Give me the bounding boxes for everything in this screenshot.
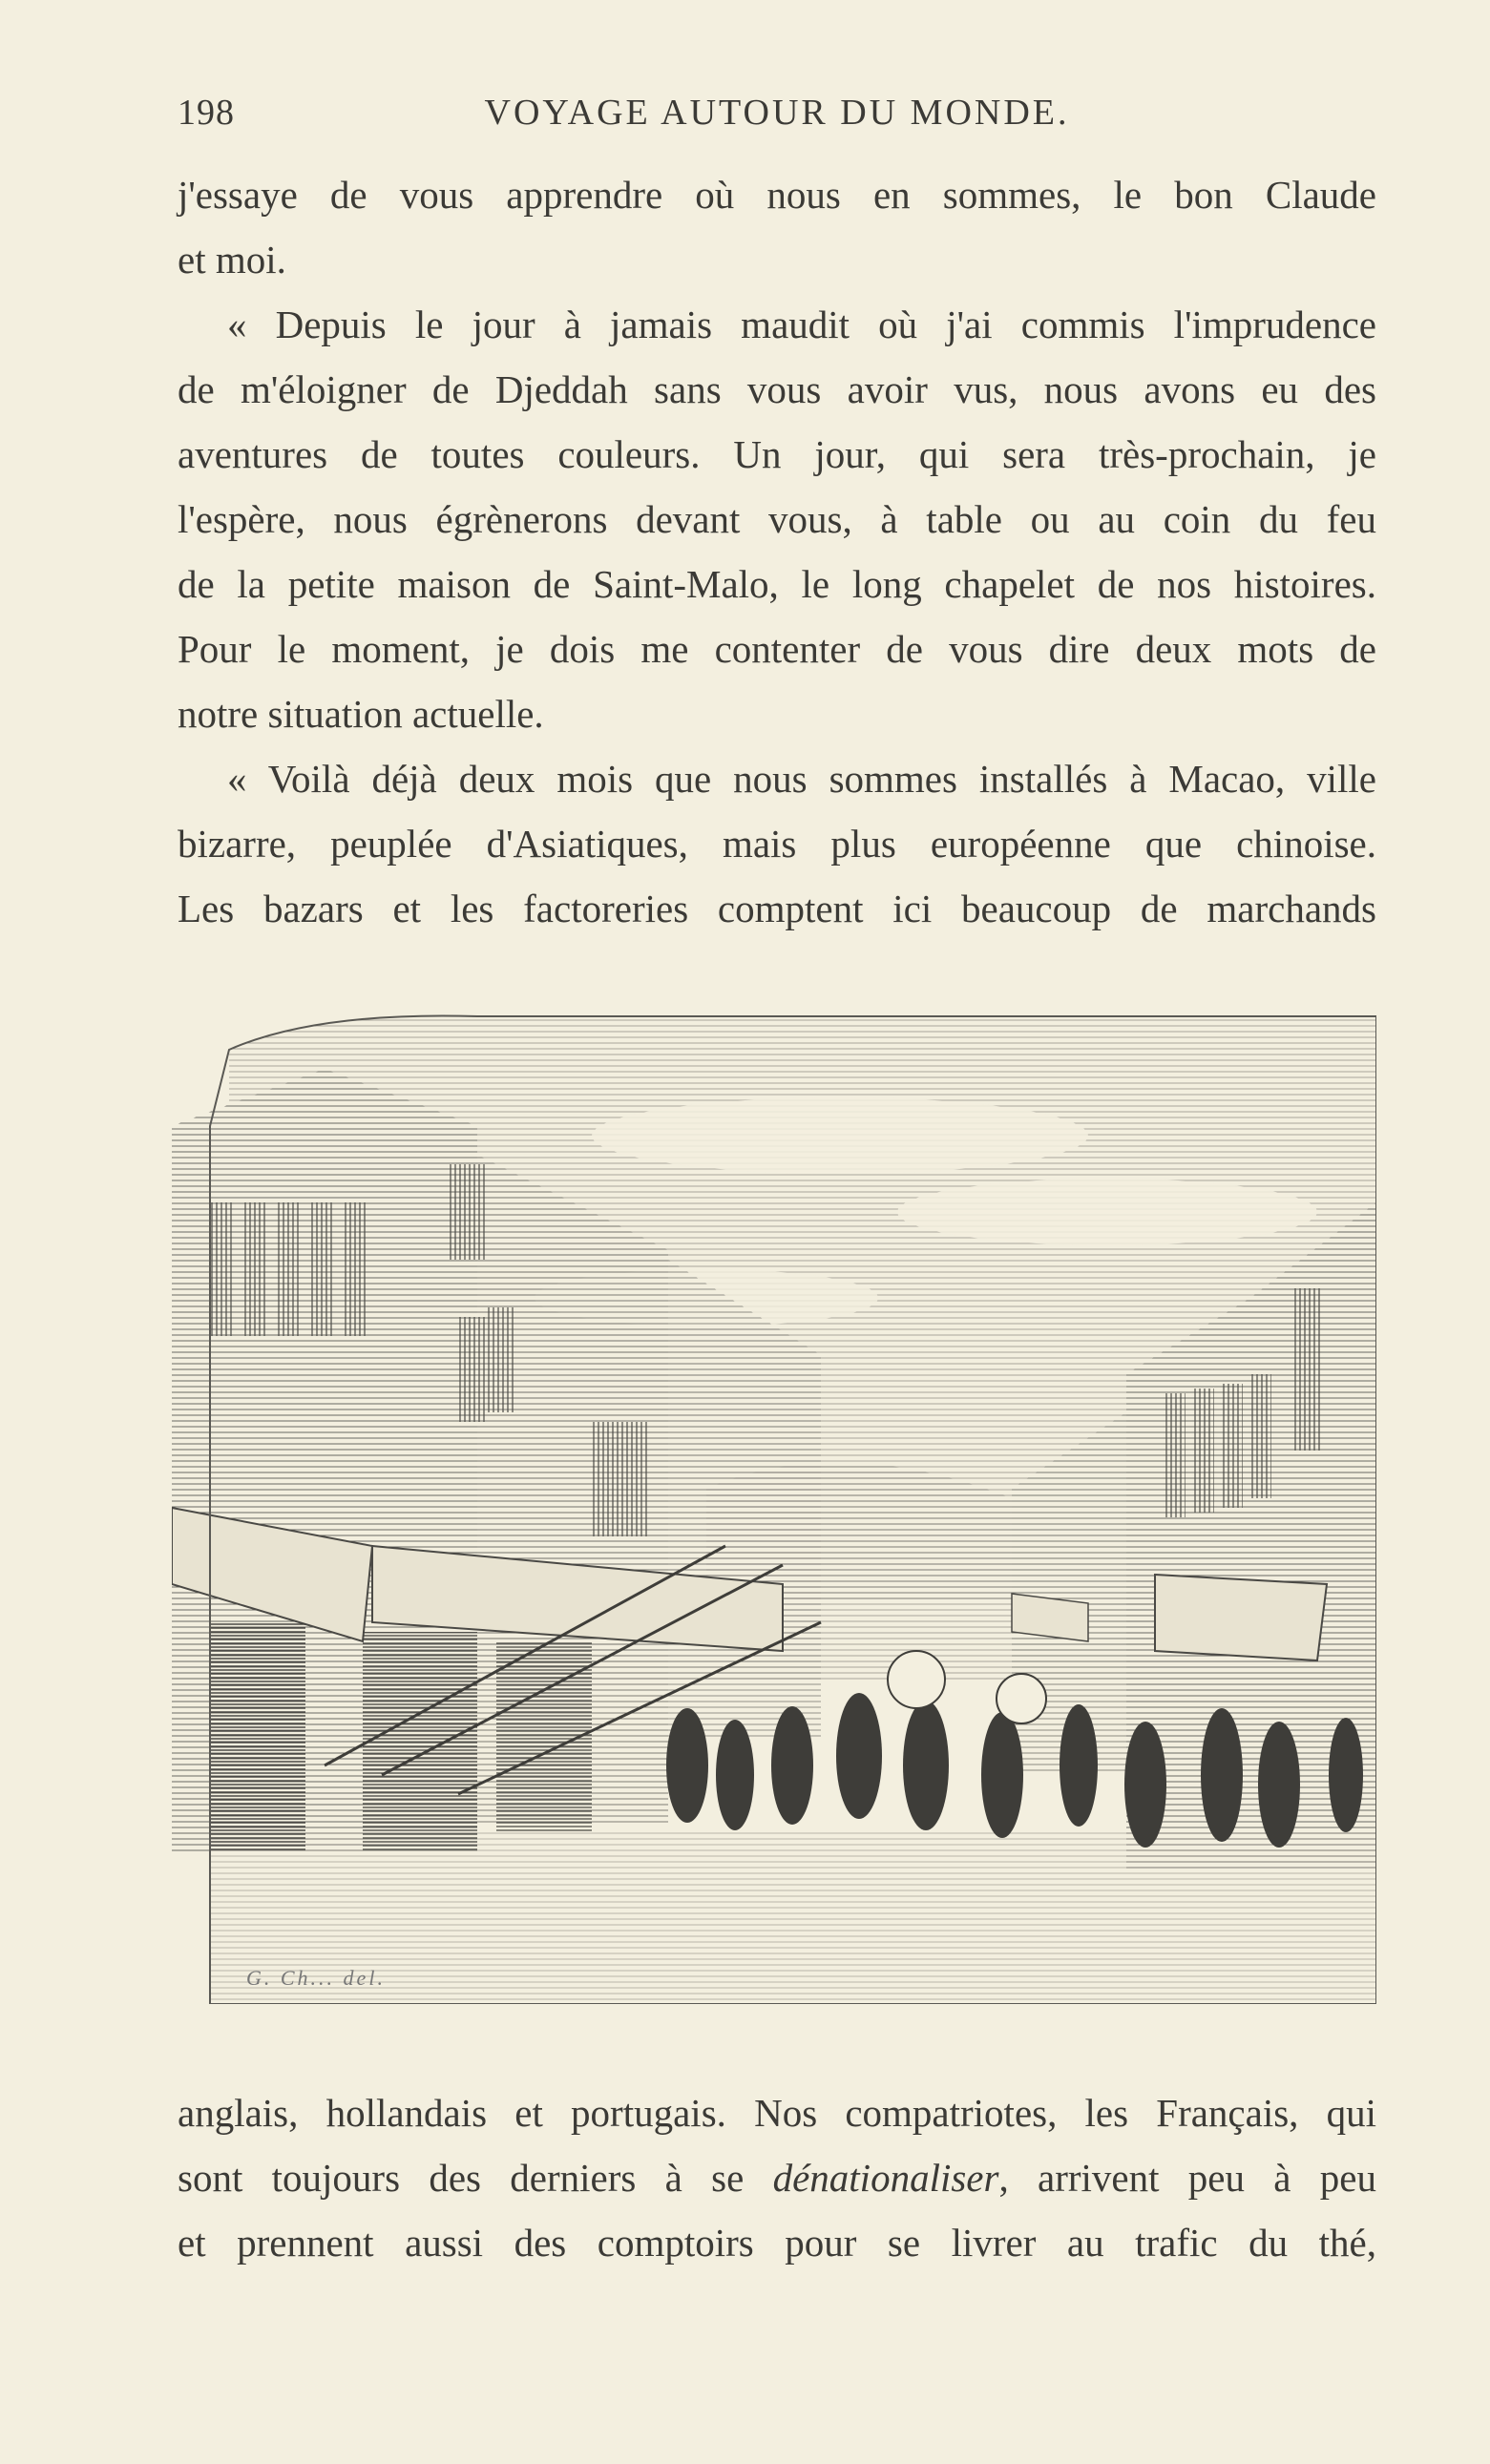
page-number: 198	[178, 93, 235, 133]
awning	[1155, 1575, 1327, 1660]
text-line: « Voilà déjà deux mois que nous sommes installés à Macao, ville	[227, 757, 1376, 801]
italic-word: dénationaliser	[772, 2156, 999, 2200]
text-line: j'essaye de vous apprendre où nous en sommes, le bon Claude	[178, 173, 1376, 217]
text-segment: sont toujours des derniers à se	[178, 2156, 773, 2200]
street-engraving-illustration	[172, 1012, 1376, 2004]
page-header	[178, 92, 1376, 149]
body-text-bottom	[178, 2080, 1376, 2275]
text-line: notre situation actuelle.	[178, 692, 544, 736]
text-line: anglais, hollandais et portugais. Nos compatriotes, les Français, qui	[178, 2091, 1376, 2135]
text-segment: , arrivent peu à peu	[998, 2156, 1376, 2200]
text-line: Les bazars et les factoreries comptent ici beaucoup de marchands	[178, 887, 1376, 930]
engraver-signature: G. Ch... del.	[246, 1966, 386, 1990]
text-line: l'espère, nous égrènerons devant vous, à table ou au coin du feu	[178, 497, 1376, 541]
shop-interior	[363, 1632, 477, 1851]
cloud	[897, 1179, 1317, 1245]
engraving-drawing	[172, 1012, 1376, 2004]
text-line	[178, 2145, 1376, 2210]
running-title: VOYAGE AUTOUR DU MONDE.	[484, 93, 1070, 133]
text-line: de la petite maison de Saint-Malo, le long chapelet de nos histoires.	[178, 562, 1376, 606]
text-line: Pour le moment, je dois me contenter de vous dire deux mots de	[178, 627, 1376, 671]
text-line: de m'éloigner de Djeddah sans vous avoir vus, nous avons eu des	[178, 367, 1376, 411]
text-line: et prennent aussi des comptoirs pour se livrer au trafic du thé,	[178, 2221, 1376, 2265]
text-line: bizarre, peuplée d'Asiatiques, mais plus européenne que chinoise.	[178, 822, 1376, 866]
text-line: et moi.	[178, 238, 286, 282]
text-line: « Depuis le jour à jamais maudit où j'ai commis l'imprudence	[227, 303, 1376, 346]
text-line: aventures de toutes couleurs. Un jour, qui sera très-prochain, je	[178, 432, 1376, 476]
cloud	[592, 1097, 1088, 1174]
shop-interior	[210, 1622, 305, 1851]
body-text-top	[178, 162, 1376, 941]
